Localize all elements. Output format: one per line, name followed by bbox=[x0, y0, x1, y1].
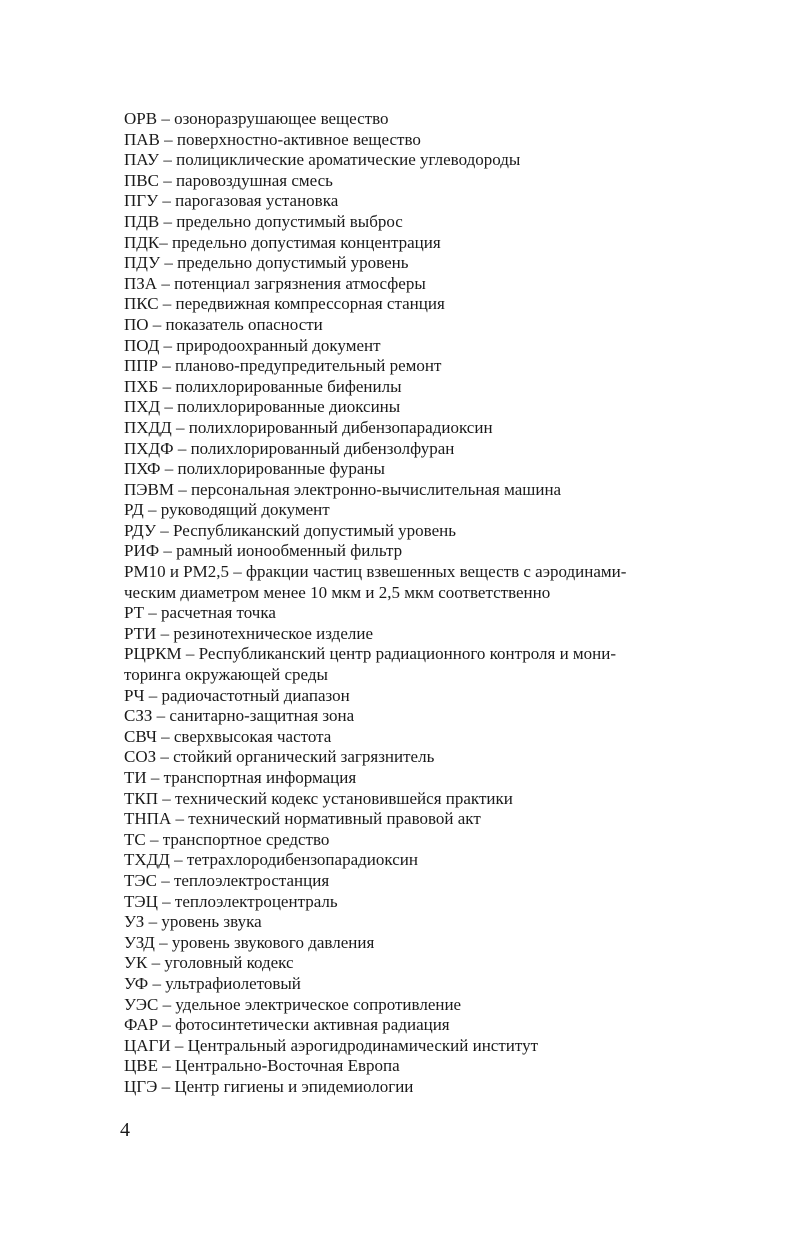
abbreviation-line: ПАВ – поверхностно-активное вещество bbox=[124, 129, 421, 149]
abbreviation-line: ПГУ – парогазовая установка bbox=[124, 191, 339, 211]
abbreviation-line: РИФ – рамный ионообменный фильтр bbox=[124, 541, 403, 561]
abbreviation-line: УЭС – удельное электрическое сопротивление bbox=[124, 994, 462, 1014]
abbreviation-line: ПОД – природоохранный документ bbox=[124, 335, 381, 355]
abbreviation-line: ТКП – технический кодекс установившейся практики bbox=[124, 788, 513, 808]
abbreviation-line: ПЭВМ – персональная электронно-вычислительная машина bbox=[124, 479, 562, 499]
abbreviation-line: ТИ – транспортная информация bbox=[124, 768, 357, 787]
abbreviation-line: РДУ – Республиканский допустимый уровень bbox=[124, 520, 457, 540]
abbreviation-line: ПАУ – полициклические ароматические углеводороды bbox=[124, 150, 521, 170]
abbreviation-line: РТИ – резинотехническое изделие bbox=[124, 623, 373, 643]
abbreviation-line: УК – уголовный кодекс bbox=[124, 953, 294, 973]
abbreviation-line: ТНПА – технический нормативный правовой акт bbox=[124, 809, 481, 829]
abbreviation-line: ТЭС – теплоэлектростанция bbox=[124, 870, 330, 890]
abbreviation-list bbox=[124, 109, 714, 1098]
page-number: 4 bbox=[120, 1119, 130, 1141]
abbreviation-line: ОРВ – озоноразрушающее вещество bbox=[124, 109, 389, 128]
abbreviation-line: ПХДФ – полихлорированный дибензолфуран bbox=[124, 438, 455, 458]
abbreviation-line: ПКС – передвижная компрессорная станция bbox=[124, 294, 445, 314]
abbreviation-line: СВЧ – сверхвысокая частота bbox=[124, 726, 332, 746]
abbreviation-line: ЦАГИ – Центральный аэрогидродинамический институт bbox=[124, 1035, 539, 1055]
abbreviation-line: РЧ – радиочастотный диапазон bbox=[124, 685, 350, 705]
abbreviation-line: ФАР – фотосинтетически активная радиация bbox=[124, 1015, 450, 1035]
abbreviation-line: УЗ – уровень звука bbox=[124, 912, 262, 932]
abbreviation-line: торинга окружающей среды bbox=[124, 665, 328, 685]
abbreviation-line: ПХФ – полихлорированные фураны bbox=[124, 459, 385, 479]
abbreviation-line: ПХДД – полихлорированный дибензопарадиоксин bbox=[124, 417, 493, 437]
abbreviation-line: ческим диаметром менее 10 мкм и 2,5 мкм соответственно bbox=[124, 582, 551, 602]
abbreviation-line: ТС – транспортное средство bbox=[124, 829, 330, 849]
abbreviation-line: ПХД – полихлорированные диоксины bbox=[124, 397, 401, 417]
abbreviation-line: ПДК– предельно допустимая концентрация bbox=[124, 232, 441, 252]
abbreviation-line: УФ – ультрафиолетовый bbox=[124, 973, 301, 993]
abbreviation-line: ПДВ – предельно допустимый выброс bbox=[124, 211, 403, 231]
abbreviation-line: ПДУ – предельно допустимый уровень bbox=[124, 253, 409, 273]
abbreviation-line: ТХДД – тетрахлородибензопарадиоксин bbox=[124, 850, 418, 870]
abbreviation-line: УЗД – уровень звукового давления bbox=[124, 932, 375, 952]
abbreviation-line: ПХБ – полихлорированные бифенилы bbox=[124, 376, 402, 396]
abbreviation-line: СОЗ – стойкий органический загрязнитель bbox=[124, 747, 435, 767]
abbreviation-line: ПВС – паровоздушная смесь bbox=[124, 170, 333, 190]
abbreviation-line: РМ10 и РМ2,5 – фракции частиц взвешенных веществ с аэродинами- bbox=[124, 562, 627, 582]
abbreviation-line: ПО – показатель опасности bbox=[124, 314, 323, 334]
abbreviation-line: ТЭЦ – теплоэлектроцентраль bbox=[124, 891, 338, 911]
abbreviation-line: ЦВЕ – Центрально-Восточная Европа bbox=[124, 1056, 400, 1076]
abbreviation-line: РД – руководящий документ bbox=[124, 500, 330, 520]
abbreviation-line: РЦРКМ – Республиканский центр радиационного контроля и мони- bbox=[124, 644, 617, 664]
abbreviation-line: ПЗА – потенциал загрязнения атмосферы bbox=[124, 273, 426, 293]
abbreviation-line: СЗЗ – санитарно-защитная зона bbox=[124, 706, 355, 726]
abbreviation-line: ЦГЭ – Центр гигиены и эпидемиологии bbox=[124, 1076, 414, 1096]
abbreviation-line: РТ – расчетная точка bbox=[124, 603, 276, 623]
abbreviation-line: ППР – планово-предупредительный ремонт bbox=[124, 356, 442, 376]
